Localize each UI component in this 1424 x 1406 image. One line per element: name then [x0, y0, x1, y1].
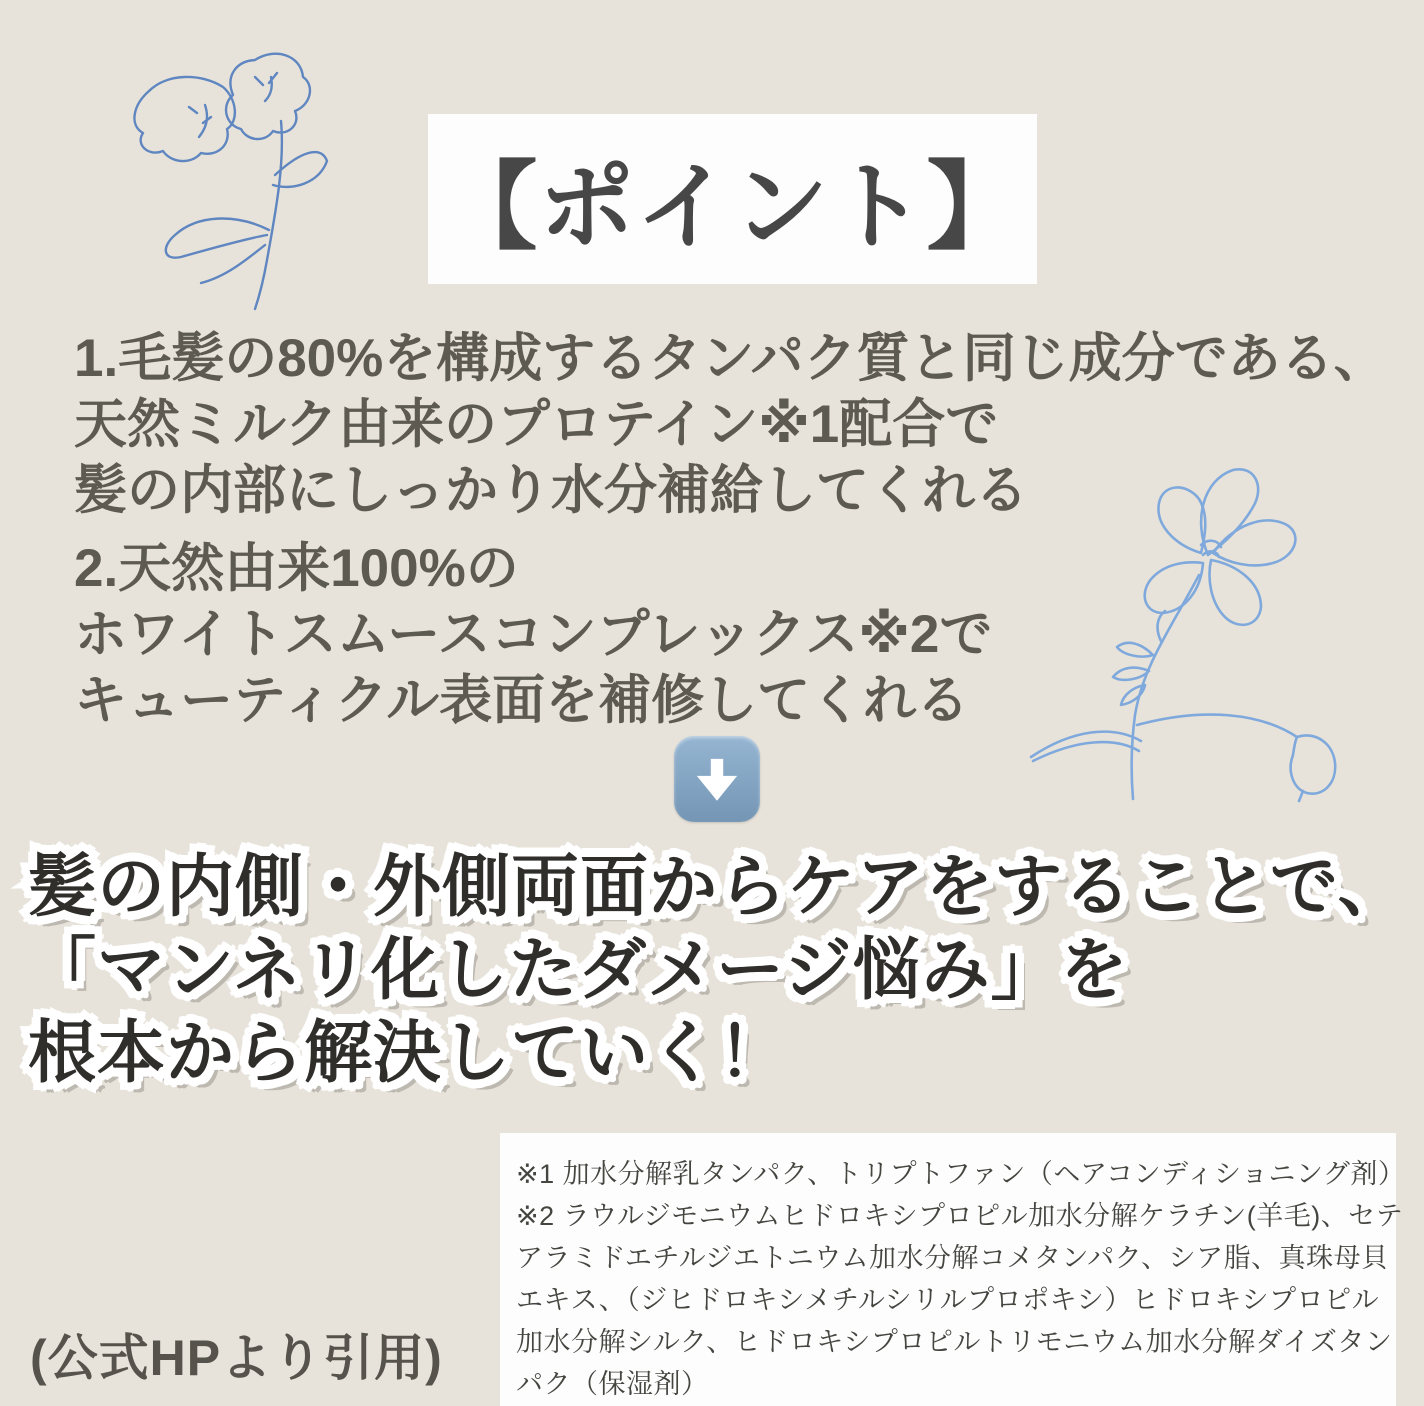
point-2-line: 2.天然由来100%の — [74, 539, 519, 598]
footnote-line: ※1 加水分解乳タンパク、トリプトファン（ヘアコンディショニング剤） — [516, 1159, 1406, 1189]
wildflower-strokes — [1031, 469, 1335, 801]
footnote-line: パク（保湿剤） — [516, 1369, 709, 1399]
page-title: 【ポイント】 — [441, 153, 1024, 261]
footnote-box — [500, 1133, 1406, 1406]
footnote-line: エキス、（ジヒドロキシメチルシリルプロポキシ）ヒドロキシプロピル — [516, 1285, 1380, 1315]
source-note: (公式HPより引用) — [30, 1330, 443, 1386]
point-2 — [74, 536, 992, 734]
footnote-line: アラミドエチルジエトニウム加水分解コメタンパク、シア脂、真珠母貝 — [516, 1243, 1389, 1273]
conclusion-line: 「マンネリ化したダメージ悩み」を 「マンネリ化したダメージ悩み」を — [28, 929, 1407, 1012]
wildflower-icon — [1003, 425, 1348, 820]
calla-lily-flower-icon — [105, 25, 330, 320]
point-1-line: 髪の内部にしっかり水分補給してくれる — [74, 461, 1028, 520]
calla-lily-strokes — [134, 54, 327, 309]
conclusion-line: 根本から解決していく！ 根本から解決していく！ — [28, 1012, 1407, 1095]
down-arrow-emoji — [674, 736, 760, 822]
point-1-line: 1.毛髪の80%を構成するタンパク質と同じ成分である、 — [74, 329, 1387, 388]
conclusion-block — [28, 846, 1407, 1095]
title-box — [428, 114, 1037, 284]
point-2-line: ホワイトスムースコンプレックス※2で — [74, 605, 993, 664]
point-1-line: 天然ミルク由来のプロテイン※1配合で — [74, 395, 999, 454]
down-arrow-glyph — [686, 748, 748, 810]
conclusion-line: 髪の内側・外側両面からケアをすることで、 髪の内側・外側両面からケアをすることで、 — [28, 846, 1407, 929]
footnote-line: 加水分解シルク、ヒドロキシプロピルトリモニウム加水分解ダイズタン — [516, 1327, 1393, 1357]
footnote-line: ※2 ラウルジモニウムヒドロキシプロピル加水分解ケラチン(羊毛)、セテ — [516, 1201, 1404, 1231]
point-2-line: キューティクル表面を補修してくれる — [74, 671, 970, 730]
